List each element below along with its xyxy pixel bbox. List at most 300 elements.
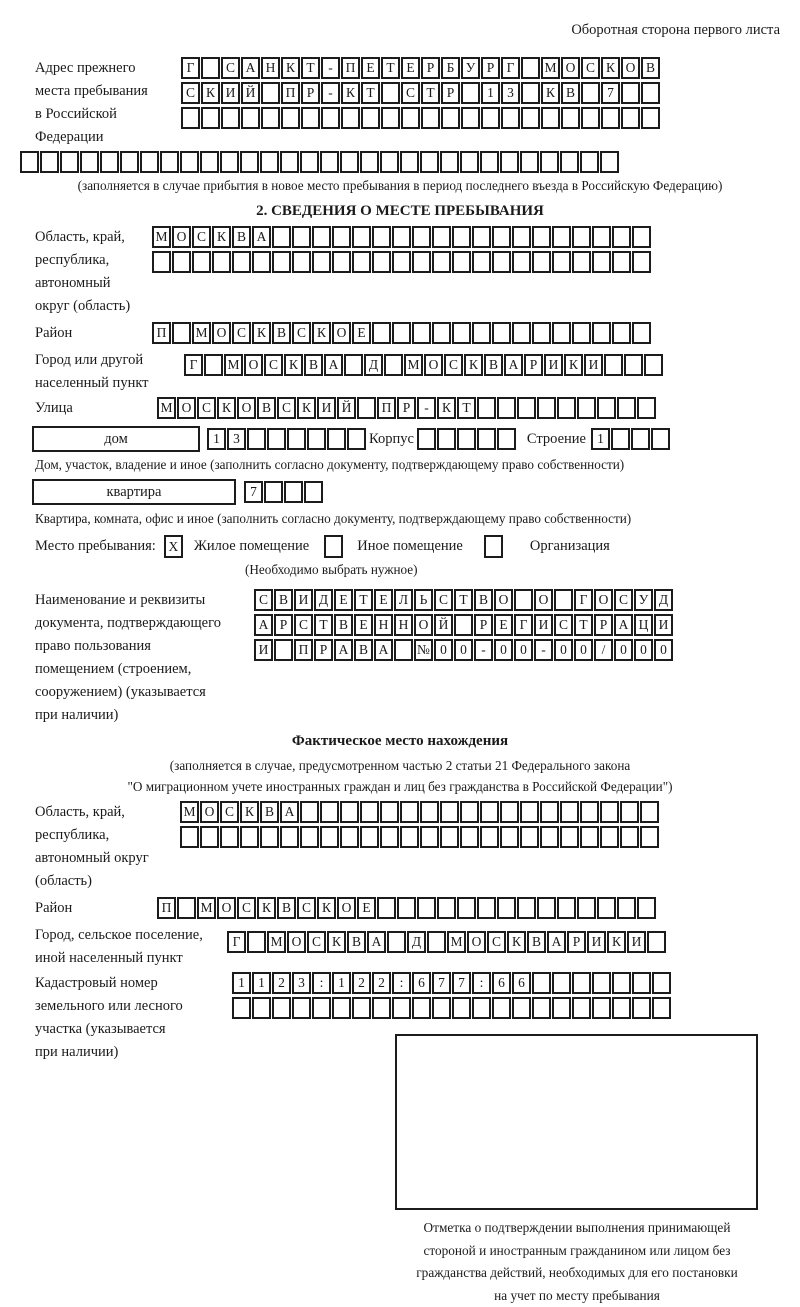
char-cell[interactable]: [652, 972, 671, 994]
char-cell[interactable]: [492, 322, 511, 344]
char-cell[interactable]: [561, 107, 580, 129]
char-cell[interactable]: [532, 997, 551, 1019]
char-cell[interactable]: [260, 151, 279, 173]
char-cell[interactable]: В: [561, 82, 580, 104]
char-cell[interactable]: В: [272, 322, 291, 344]
char-cell[interactable]: [517, 897, 536, 919]
char-cell[interactable]: [580, 151, 599, 173]
char-cell[interactable]: И: [627, 931, 646, 953]
char-cell[interactable]: 0: [654, 639, 673, 661]
char-cell[interactable]: [200, 151, 219, 173]
char-cell[interactable]: П: [152, 322, 171, 344]
char-cell[interactable]: А: [614, 614, 633, 636]
char-cell[interactable]: [421, 107, 440, 129]
char-cell[interactable]: [232, 251, 251, 273]
char-cell[interactable]: [80, 151, 99, 173]
char-cell[interactable]: [640, 826, 659, 848]
char-cell[interactable]: О: [534, 589, 553, 611]
char-cell[interactable]: [152, 251, 171, 273]
char-cell[interactable]: [274, 639, 293, 661]
char-cell[interactable]: [457, 897, 476, 919]
char-cell[interactable]: О: [200, 801, 219, 823]
char-cell[interactable]: [472, 226, 491, 248]
char-cell[interactable]: [500, 801, 519, 823]
char-cell[interactable]: С: [264, 354, 283, 376]
char-cell[interactable]: И: [654, 614, 673, 636]
char-cell[interactable]: Р: [274, 614, 293, 636]
char-cell[interactable]: [501, 107, 520, 129]
char-cell[interactable]: [340, 801, 359, 823]
char-cell[interactable]: Г: [227, 931, 246, 953]
char-cell[interactable]: [521, 57, 540, 79]
char-cell[interactable]: В: [260, 801, 279, 823]
char-cell[interactable]: [577, 897, 596, 919]
char-cell[interactable]: [560, 801, 579, 823]
char-cell[interactable]: Л: [394, 589, 413, 611]
char-cell[interactable]: [592, 997, 611, 1019]
char-cell[interactable]: Е: [401, 57, 420, 79]
char-cell[interactable]: [512, 226, 531, 248]
char-cell[interactable]: [492, 226, 511, 248]
char-cell[interactable]: Р: [567, 931, 586, 953]
char-cell[interactable]: [260, 826, 279, 848]
char-cell[interactable]: [552, 322, 571, 344]
char-cell[interactable]: [452, 226, 471, 248]
char-cell[interactable]: К: [312, 322, 331, 344]
char-cell[interactable]: [537, 897, 556, 919]
char-cell[interactable]: [521, 82, 540, 104]
char-cell[interactable]: О: [424, 354, 443, 376]
char-cell[interactable]: И: [584, 354, 603, 376]
checkbox-organizaciya[interactable]: [484, 535, 503, 558]
char-cell[interactable]: :: [392, 972, 411, 994]
char-cell[interactable]: [554, 589, 573, 611]
char-cell[interactable]: [272, 251, 291, 273]
char-cell[interactable]: [352, 251, 371, 273]
char-cell[interactable]: [514, 589, 533, 611]
char-cell[interactable]: И: [587, 931, 606, 953]
char-cell[interactable]: Т: [314, 614, 333, 636]
char-cell[interactable]: П: [341, 57, 360, 79]
checkbox-zhiloe[interactable]: X: [164, 535, 183, 558]
char-cell[interactable]: Т: [354, 589, 373, 611]
char-cell[interactable]: К: [341, 82, 360, 104]
char-cell[interactable]: [532, 251, 551, 273]
char-cell[interactable]: 0: [614, 639, 633, 661]
char-cell[interactable]: Е: [361, 57, 380, 79]
char-cell[interactable]: А: [254, 614, 273, 636]
char-cell[interactable]: О: [561, 57, 580, 79]
char-cell[interactable]: Д: [364, 354, 383, 376]
char-cell[interactable]: К: [437, 397, 456, 419]
char-cell[interactable]: [432, 226, 451, 248]
char-cell[interactable]: О: [414, 614, 433, 636]
char-cell[interactable]: К: [284, 354, 303, 376]
char-cell[interactable]: [632, 322, 651, 344]
char-cell[interactable]: А: [367, 931, 386, 953]
char-cell[interactable]: [557, 397, 576, 419]
char-cell[interactable]: Т: [574, 614, 593, 636]
char-cell[interactable]: [140, 151, 159, 173]
char-cell[interactable]: [412, 997, 431, 1019]
char-cell[interactable]: 0: [634, 639, 653, 661]
char-cell[interactable]: 0: [494, 639, 513, 661]
char-cell[interactable]: [532, 226, 551, 248]
char-cell[interactable]: [500, 826, 519, 848]
char-cell[interactable]: [472, 251, 491, 273]
char-cell[interactable]: [332, 997, 351, 1019]
char-cell[interactable]: Т: [457, 397, 476, 419]
char-cell[interactable]: В: [354, 639, 373, 661]
char-cell[interactable]: [420, 826, 439, 848]
char-cell[interactable]: Ь: [414, 589, 433, 611]
char-cell[interactable]: [352, 226, 371, 248]
char-cell[interactable]: Г: [181, 57, 200, 79]
char-cell[interactable]: Е: [354, 614, 373, 636]
char-cell[interactable]: С: [254, 589, 273, 611]
char-cell[interactable]: Г: [514, 614, 533, 636]
char-cell[interactable]: [592, 251, 611, 273]
char-cell[interactable]: Й: [241, 82, 260, 104]
char-cell[interactable]: 1: [332, 972, 351, 994]
char-cell[interactable]: [601, 107, 620, 129]
char-cell[interactable]: К: [217, 397, 236, 419]
char-cell[interactable]: С: [181, 82, 200, 104]
char-cell[interactable]: -: [534, 639, 553, 661]
char-cell[interactable]: К: [317, 897, 336, 919]
char-cell[interactable]: 7: [452, 972, 471, 994]
char-cell[interactable]: [537, 397, 556, 419]
char-cell[interactable]: С: [294, 614, 313, 636]
char-cell[interactable]: К: [564, 354, 583, 376]
char-cell[interactable]: [261, 107, 280, 129]
char-cell[interactable]: [172, 322, 191, 344]
char-cell[interactable]: К: [464, 354, 483, 376]
char-cell[interactable]: К: [257, 897, 276, 919]
char-cell[interactable]: [461, 107, 480, 129]
char-cell[interactable]: С: [197, 397, 216, 419]
char-cell[interactable]: [457, 428, 476, 450]
char-cell[interactable]: [300, 826, 319, 848]
char-cell[interactable]: [360, 151, 379, 173]
char-cell[interactable]: К: [541, 82, 560, 104]
char-cell[interactable]: [651, 428, 670, 450]
char-cell[interactable]: 0: [554, 639, 573, 661]
char-cell[interactable]: К: [327, 931, 346, 953]
char-cell[interactable]: А: [280, 801, 299, 823]
char-cell[interactable]: 2: [352, 972, 371, 994]
char-cell[interactable]: [617, 897, 636, 919]
char-cell[interactable]: [247, 931, 266, 953]
char-cell[interactable]: И: [221, 82, 240, 104]
char-cell[interactable]: [347, 428, 366, 450]
char-cell[interactable]: С: [581, 57, 600, 79]
char-cell[interactable]: [220, 151, 239, 173]
char-cell[interactable]: [580, 801, 599, 823]
char-cell[interactable]: [520, 151, 539, 173]
char-cell[interactable]: [641, 107, 660, 129]
char-cell[interactable]: У: [634, 589, 653, 611]
char-cell[interactable]: П: [377, 397, 396, 419]
char-cell[interactable]: [611, 428, 630, 450]
char-cell[interactable]: В: [274, 589, 293, 611]
char-cell[interactable]: [572, 997, 591, 1019]
char-cell[interactable]: К: [297, 397, 316, 419]
char-cell[interactable]: [381, 107, 400, 129]
char-cell[interactable]: [552, 226, 571, 248]
char-cell[interactable]: [441, 107, 460, 129]
char-cell[interactable]: [481, 107, 500, 129]
char-cell[interactable]: О: [217, 897, 236, 919]
char-cell[interactable]: [300, 151, 319, 173]
char-cell[interactable]: [617, 397, 636, 419]
char-cell[interactable]: [417, 897, 436, 919]
char-cell[interactable]: [592, 322, 611, 344]
char-cell[interactable]: [397, 897, 416, 919]
char-cell[interactable]: Ц: [634, 614, 653, 636]
char-cell[interactable]: [427, 931, 446, 953]
char-cell[interactable]: [454, 614, 473, 636]
char-cell[interactable]: В: [334, 614, 353, 636]
char-cell[interactable]: [281, 107, 300, 129]
char-cell[interactable]: [460, 151, 479, 173]
char-cell[interactable]: С: [554, 614, 573, 636]
char-cell[interactable]: [221, 107, 240, 129]
char-cell[interactable]: 7: [244, 481, 263, 503]
char-cell[interactable]: [652, 997, 671, 1019]
char-cell[interactable]: С: [401, 82, 420, 104]
char-cell[interactable]: П: [157, 897, 176, 919]
char-cell[interactable]: [541, 107, 560, 129]
char-cell[interactable]: А: [504, 354, 523, 376]
char-cell[interactable]: [204, 354, 223, 376]
char-cell[interactable]: [572, 972, 591, 994]
char-cell[interactable]: [327, 428, 346, 450]
char-cell[interactable]: [517, 397, 536, 419]
char-cell[interactable]: [621, 107, 640, 129]
char-cell[interactable]: [252, 997, 271, 1019]
char-cell[interactable]: О: [467, 931, 486, 953]
char-cell[interactable]: -: [321, 82, 340, 104]
char-cell[interactable]: О: [177, 397, 196, 419]
char-cell[interactable]: М: [267, 931, 286, 953]
char-cell[interactable]: [240, 826, 259, 848]
char-cell[interactable]: [572, 226, 591, 248]
char-cell[interactable]: [597, 897, 616, 919]
char-cell[interactable]: В: [474, 589, 493, 611]
char-cell[interactable]: Й: [337, 397, 356, 419]
char-cell[interactable]: [360, 801, 379, 823]
char-cell[interactable]: [60, 151, 79, 173]
char-cell[interactable]: [532, 972, 551, 994]
char-cell[interactable]: Т: [361, 82, 380, 104]
char-cell[interactable]: [480, 151, 499, 173]
char-cell[interactable]: 3: [501, 82, 520, 104]
char-cell[interactable]: -: [474, 639, 493, 661]
char-cell[interactable]: [252, 251, 271, 273]
char-cell[interactable]: [612, 226, 631, 248]
char-cell[interactable]: У: [461, 57, 480, 79]
char-cell[interactable]: И: [254, 639, 273, 661]
char-cell[interactable]: О: [172, 226, 191, 248]
char-cell[interactable]: С: [307, 931, 326, 953]
char-cell[interactable]: [440, 151, 459, 173]
char-cell[interactable]: В: [641, 57, 660, 79]
char-cell[interactable]: [341, 107, 360, 129]
char-cell[interactable]: [560, 151, 579, 173]
char-cell[interactable]: [392, 322, 411, 344]
char-cell[interactable]: 6: [492, 972, 511, 994]
char-cell[interactable]: [440, 801, 459, 823]
char-cell[interactable]: [420, 151, 439, 173]
char-cell[interactable]: [560, 826, 579, 848]
char-cell[interactable]: Е: [357, 897, 376, 919]
char-cell[interactable]: [600, 826, 619, 848]
char-cell[interactable]: :: [472, 972, 491, 994]
char-cell[interactable]: [612, 997, 631, 1019]
char-cell[interactable]: 2: [372, 972, 391, 994]
char-cell[interactable]: В: [257, 397, 276, 419]
char-cell[interactable]: [387, 931, 406, 953]
char-cell[interactable]: С: [220, 801, 239, 823]
char-cell[interactable]: [512, 997, 531, 1019]
char-cell[interactable]: [201, 107, 220, 129]
char-cell[interactable]: А: [241, 57, 260, 79]
char-cell[interactable]: Н: [374, 614, 393, 636]
char-cell[interactable]: М: [192, 322, 211, 344]
char-cell[interactable]: Г: [184, 354, 203, 376]
char-cell[interactable]: [452, 997, 471, 1019]
char-cell[interactable]: [472, 997, 491, 1019]
char-cell[interactable]: [380, 801, 399, 823]
char-cell[interactable]: [320, 826, 339, 848]
char-cell[interactable]: [452, 251, 471, 273]
char-cell[interactable]: 6: [512, 972, 531, 994]
char-cell[interactable]: А: [252, 226, 271, 248]
char-cell[interactable]: 7: [601, 82, 620, 104]
char-cell[interactable]: [480, 801, 499, 823]
char-cell[interactable]: [352, 997, 371, 1019]
char-cell[interactable]: [320, 151, 339, 173]
char-cell[interactable]: [477, 397, 496, 419]
char-cell[interactable]: [460, 801, 479, 823]
char-cell[interactable]: С: [292, 322, 311, 344]
char-cell[interactable]: [581, 82, 600, 104]
char-cell[interactable]: [264, 481, 283, 503]
char-cell[interactable]: [632, 251, 651, 273]
char-cell[interactable]: [581, 107, 600, 129]
char-cell[interactable]: [631, 428, 650, 450]
char-cell[interactable]: И: [294, 589, 313, 611]
char-cell[interactable]: [200, 826, 219, 848]
char-cell[interactable]: [417, 428, 436, 450]
char-cell[interactable]: И: [544, 354, 563, 376]
char-cell[interactable]: [452, 322, 471, 344]
char-cell[interactable]: [612, 972, 631, 994]
char-cell[interactable]: 0: [514, 639, 533, 661]
char-cell[interactable]: [461, 82, 480, 104]
char-cell[interactable]: Е: [374, 589, 393, 611]
char-cell[interactable]: [372, 322, 391, 344]
char-cell[interactable]: [641, 82, 660, 104]
char-cell[interactable]: [632, 972, 651, 994]
char-cell[interactable]: [392, 997, 411, 1019]
checkbox-inoe[interactable]: [324, 535, 343, 558]
char-cell[interactable]: Д: [654, 589, 673, 611]
char-cell[interactable]: [332, 251, 351, 273]
char-cell[interactable]: М: [224, 354, 243, 376]
char-cell[interactable]: 3: [227, 428, 246, 450]
char-cell[interactable]: 1: [207, 428, 226, 450]
char-cell[interactable]: [432, 997, 451, 1019]
char-cell[interactable]: [497, 428, 516, 450]
char-cell[interactable]: [220, 826, 239, 848]
char-cell[interactable]: [284, 481, 303, 503]
char-cell[interactable]: И: [534, 614, 553, 636]
char-cell[interactable]: [181, 107, 200, 129]
char-cell[interactable]: В: [304, 354, 323, 376]
char-cell[interactable]: [201, 57, 220, 79]
char-cell[interactable]: [312, 226, 331, 248]
char-cell[interactable]: [372, 251, 391, 273]
char-cell[interactable]: Б: [441, 57, 460, 79]
char-cell[interactable]: [600, 801, 619, 823]
char-cell[interactable]: [572, 251, 591, 273]
char-cell[interactable]: [557, 897, 576, 919]
char-cell[interactable]: [480, 826, 499, 848]
char-cell[interactable]: [460, 826, 479, 848]
char-cell[interactable]: С: [232, 322, 251, 344]
char-cell[interactable]: [120, 151, 139, 173]
char-cell[interactable]: Р: [481, 57, 500, 79]
char-cell[interactable]: С: [614, 589, 633, 611]
char-cell[interactable]: 1: [232, 972, 251, 994]
char-cell[interactable]: К: [212, 226, 231, 248]
char-cell[interactable]: [492, 997, 511, 1019]
char-cell[interactable]: О: [244, 354, 263, 376]
char-cell[interactable]: О: [287, 931, 306, 953]
char-cell[interactable]: [321, 107, 340, 129]
char-cell[interactable]: 7: [432, 972, 451, 994]
char-cell[interactable]: С: [297, 897, 316, 919]
char-cell[interactable]: Р: [421, 57, 440, 79]
char-cell[interactable]: М: [447, 931, 466, 953]
char-cell[interactable]: К: [601, 57, 620, 79]
char-cell[interactable]: [552, 972, 571, 994]
char-cell[interactable]: С: [487, 931, 506, 953]
char-cell[interactable]: [437, 897, 456, 919]
char-cell[interactable]: П: [281, 82, 300, 104]
char-cell[interactable]: О: [494, 589, 513, 611]
char-cell[interactable]: [400, 826, 419, 848]
char-cell[interactable]: [612, 322, 631, 344]
char-cell[interactable]: [380, 826, 399, 848]
char-cell[interactable]: А: [547, 931, 566, 953]
char-cell[interactable]: :: [312, 972, 331, 994]
char-cell[interactable]: [272, 226, 291, 248]
char-cell[interactable]: В: [347, 931, 366, 953]
char-cell[interactable]: [332, 226, 351, 248]
char-cell[interactable]: [180, 826, 199, 848]
char-cell[interactable]: [312, 997, 331, 1019]
char-cell[interactable]: В: [232, 226, 251, 248]
char-cell[interactable]: Р: [397, 397, 416, 419]
char-cell[interactable]: [432, 251, 451, 273]
char-cell[interactable]: [412, 226, 431, 248]
char-cell[interactable]: Р: [301, 82, 320, 104]
char-cell[interactable]: О: [332, 322, 351, 344]
char-cell[interactable]: [647, 931, 666, 953]
